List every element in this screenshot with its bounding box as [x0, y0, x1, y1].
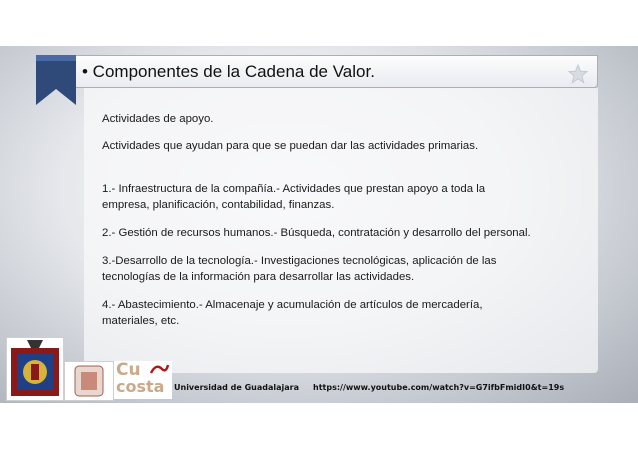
paragraph-support: Actividades de apoyo.: [102, 113, 214, 125]
star-icon: [567, 63, 589, 85]
source-url-link[interactable]: https://www.youtube.com/watch?v=G7ifbFmidI0&t=19s: [313, 383, 565, 392]
item-procurement-line1: 4.- Abastecimiento.- Almacenaje y acumulación de artículos de mercadería,: [102, 299, 483, 311]
cucosta-logo-costa: costa: [116, 377, 165, 396]
university-name: Universidad de Guadalajara: [174, 383, 300, 392]
item-technology-line1: 3.-Desarrollo de la tecnología.- Investigaciones tecnológicas, aplicación de las: [102, 255, 497, 267]
item-procurement-line2: materiales, etc.: [102, 315, 180, 327]
item-infrastructure: [102, 181, 572, 213]
cucosta-logo-cu: Cu: [116, 360, 141, 380]
item-procurement: [102, 297, 572, 329]
item-technology: [102, 253, 572, 285]
udg-seal-logo: [64, 361, 114, 401]
ribbon-icon: [36, 55, 76, 105]
paragraph-definition: Actividades que ayudan para que se puedan dar las actividades primarias.: [102, 140, 479, 152]
item-technology-line2: tecnologías de la información para desarrollar las actividades.: [102, 271, 415, 283]
item-infrastructure-line1: 1.- Infraestructura de la compañía.- Actividades que prestan apoyo a toda la: [102, 183, 486, 195]
cucosta-logo: [114, 361, 172, 399]
item-infrastructure-line2: empresa, planificación, contabilidad, finanzas.: [102, 199, 335, 211]
slide-title: • Componentes de la Cadena de Valor.: [82, 62, 375, 81]
udg-crest-logo: [6, 337, 64, 401]
item-human-resources: 2.- Gestión de recursos humanos.- Búsqueda, contratación y desarrollo del personal.: [102, 227, 531, 239]
